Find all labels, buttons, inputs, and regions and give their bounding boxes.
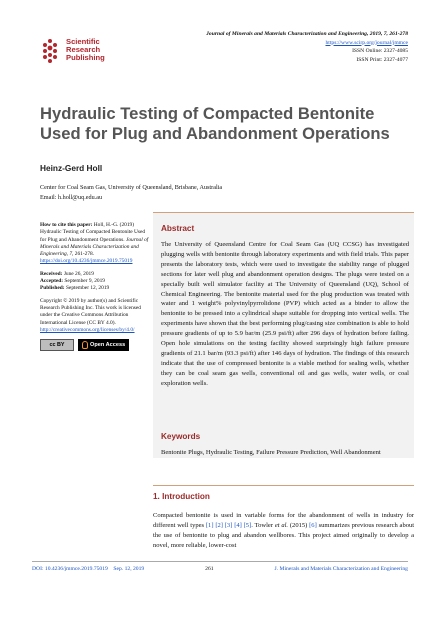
footer-divider (32, 561, 408, 562)
footer-date: Sep. 12, 2019 (113, 566, 145, 572)
copyright-text: Copyright © 2019 by author(s) and Scientific Research Publishing Inc. This work is licensed under the Creative Commons Attribution International License (CC BY 4.0). (40, 297, 141, 326)
section-divider (153, 485, 414, 486)
issn-online: ISSN Online: 2327-4085 (352, 48, 408, 55)
reference-link[interactable]: [1] (205, 521, 214, 529)
page-number: 261 (205, 566, 214, 572)
cc-by-badge[interactable]: cc BY (40, 339, 74, 351)
publisher-line: Scientific (66, 37, 100, 46)
accepted-label: Accepted: (40, 278, 64, 285)
open-access-badge (78, 339, 129, 351)
author-name: Heinz-Gerd Holl (40, 163, 103, 173)
license-badges (40, 339, 150, 351)
cite-doi-link[interactable]: https://doi.org/10.4236/jmmce.2019.75019 (40, 258, 133, 265)
citation-sidebar (40, 222, 150, 351)
journal-info (206, 30, 408, 64)
received-label: Received: (40, 270, 63, 277)
dates-block (40, 271, 150, 293)
received-date: June 26, 2019 (63, 270, 94, 277)
publisher-line: Publishing (66, 53, 105, 62)
footer-journal: J. Minerals and Materials Characterization and Engineering (274, 566, 408, 572)
journal-url-link[interactable]: https://www.scirp.org/journal/jmmce (325, 39, 408, 46)
published-label: Published: (40, 285, 65, 292)
cite-journal: Journal of Minerals and Materials Characterization and Engineering, 7, (40, 236, 149, 258)
introduction-heading: 1. Introduction (153, 492, 210, 501)
issn-print: ISSN Print: 2327-4077 (356, 56, 408, 63)
cite-label: How to cite this paper: (40, 222, 93, 228)
open-lock-icon (82, 341, 88, 349)
paper-title: Hydraulic Testing of Compacted Bentonite Used for Plug and Abandonment Operations (40, 104, 390, 143)
copyright-block (40, 298, 150, 334)
keywords-text: Bentonite Plugs, Hydraulic Testing, Failure Pressure Prediction, Well Abandonment (161, 449, 381, 456)
page-footer (32, 566, 408, 572)
keywords-heading: Keywords (161, 432, 201, 441)
reference-link[interactable]: [6] (309, 521, 317, 529)
reference-link[interactable]: [5] (243, 521, 252, 529)
intro-year: (2015) (289, 521, 308, 529)
cite-pages: 261-278. (74, 251, 95, 258)
intro-etal: et al. (274, 521, 289, 529)
citation-block (40, 222, 150, 266)
intro-text-part: Compacted bentonite is used in variable forms for the abandonment of wells in industry for different well types (153, 512, 414, 529)
intro-text-part: . Towler (251, 521, 274, 529)
footer-doi: DOI: 10.4236/jmmce.2019.75019 (32, 566, 108, 572)
publisher-name (66, 38, 105, 62)
open-access-label: Open Access (90, 341, 126, 348)
abstract-heading: Abstract (161, 224, 195, 233)
license-link[interactable]: http://creativecommons.org/licenses/by/4.0/ (40, 326, 135, 333)
affiliation: Center for Coal Seam Gas, University of Queensland, Brisbane, Australia (40, 184, 223, 191)
journal-line: Journal of Minerals and Materials Characterization and Engineering, 2019, 7, 261-278 (206, 31, 408, 37)
published-date: September 12, 2019 (65, 285, 110, 292)
intro-text-part: summarizes previous research about the use of bentonite to plug and abandon wellbores. This project aimed originally to develop a novel, more reliable, lower-cost (153, 521, 415, 549)
introduction-text (153, 511, 414, 551)
abstract-text: The University of Queensland Centre for Coal Seam Gas (UQ CCSG) has investigated plugging wells with bentonite through laboratory experiments and with field trials. This paper presents the laboratory tests, which were used to investigate the stability range of plugged sections for later well plug and abandonment operation designs. The plugs were tested on a specially built well simulator facility at The University of Queensland (UQ), School of Chemical Engineering. The bentonite material used for the plug production was treated with water and 1 weight% polyvinylpyrrolidone (PVP) which acted as a binder to allow the bentonite to be pressed into a cylindrical shape suitable for dropping into vertical wells. The experiments have shown that the best performing plug/casing size combination is able to hold pressure gradients of up to 5.9 bar/m (25.9 psi/ft) after 296 days of hydration before failing. Open hole simulations on the testing facility showed surprisingly high failure pressure gradients of 21.1 bar/m (93.3 psi/ft) after 146 days of hydration. The findings of this research indicate that the use of compressed bentonite is a viable method for sealing wells, whether they can be coal seam gas wells, conventional oil and gas wells, water wells, or coal exploration wells. (161, 241, 409, 387)
reference-link[interactable]: [2] (215, 521, 223, 529)
reference-link[interactable]: [3] (224, 521, 233, 529)
accepted-date: September 9, 2019 (64, 278, 105, 285)
affiliation-block (40, 183, 222, 203)
cite-text: Holl, H.-G. (2019) Hydraulic Testing of Compacted Bentonite Used for Plug and Abandonment Operations. (40, 222, 146, 243)
reference-link[interactable]: [4] (234, 521, 242, 529)
email: Email: h.holl@uq.edu.au (40, 193, 103, 201)
publisher-line: Research (66, 45, 101, 54)
